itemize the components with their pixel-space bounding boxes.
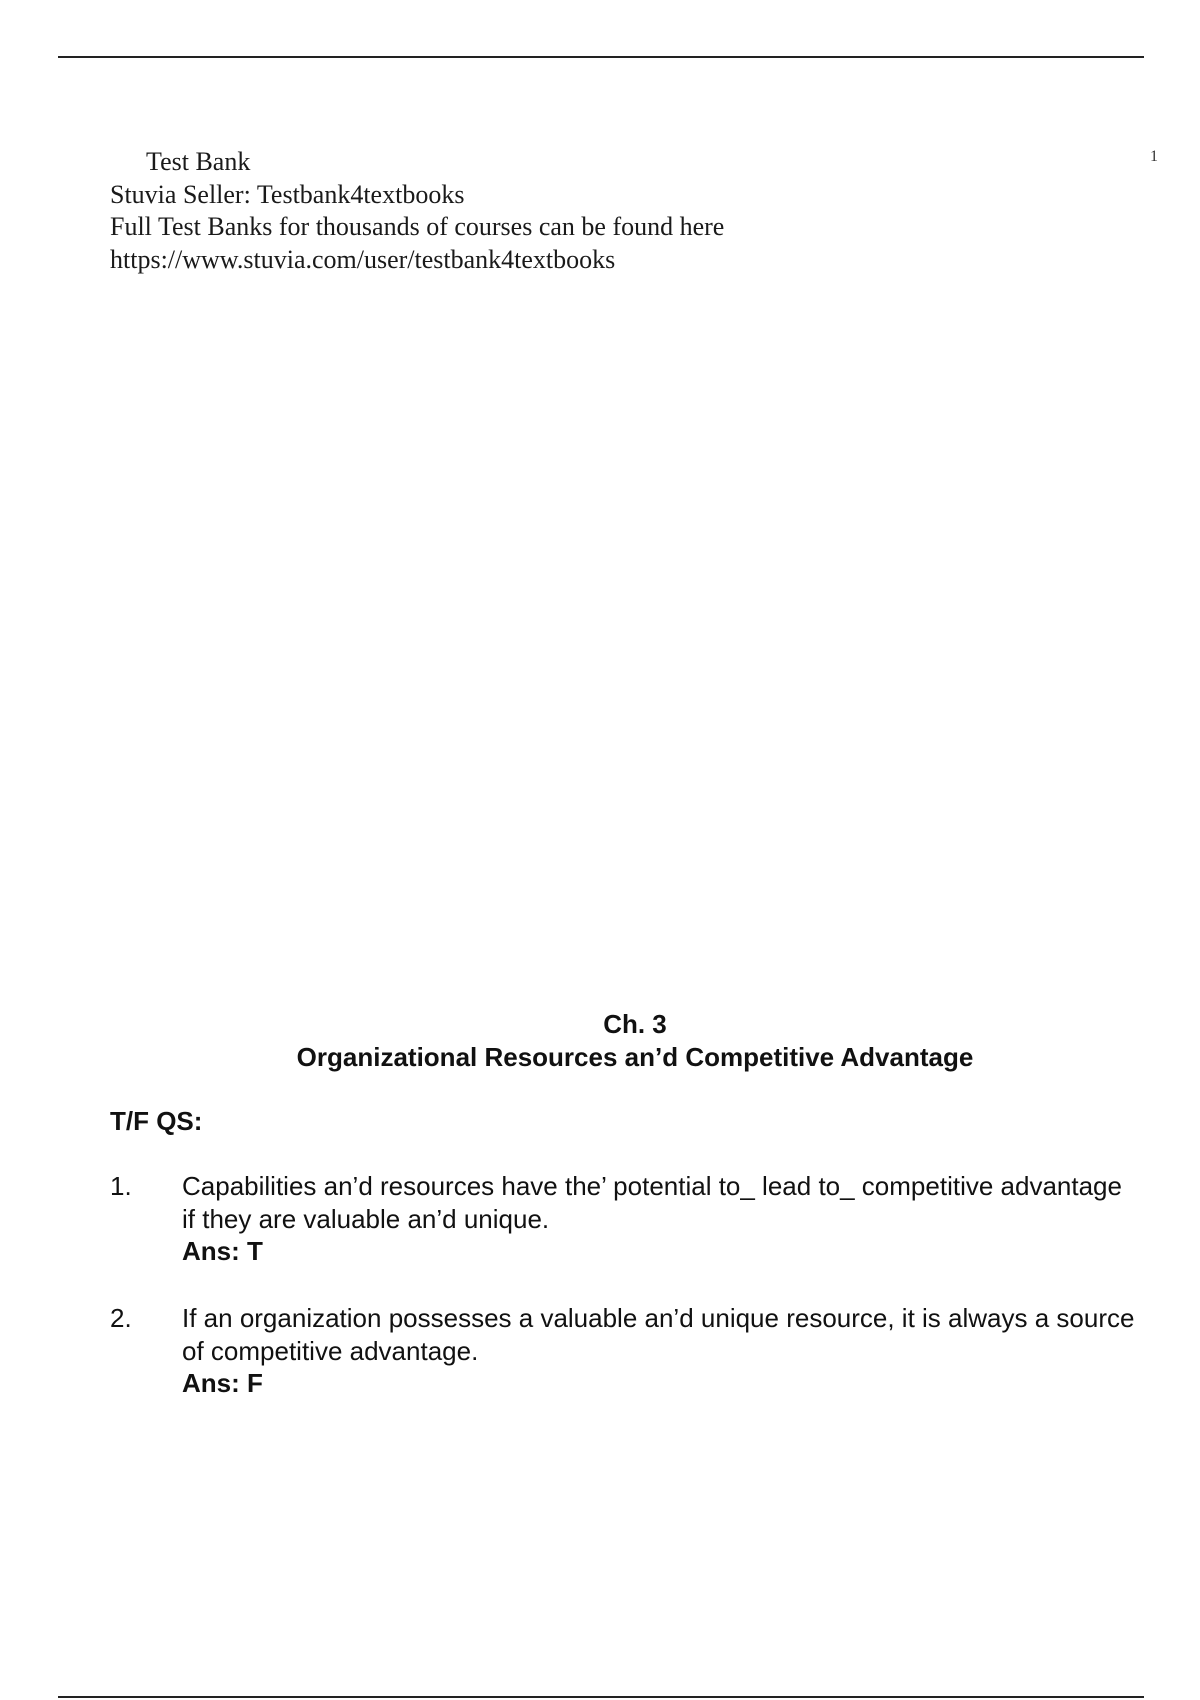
question-number: 1. xyxy=(110,1171,132,1201)
question-answer: Ans: T xyxy=(182,1236,263,1266)
top-rule xyxy=(58,56,1144,58)
question-number: 2. xyxy=(110,1303,132,1333)
question-text: If an organization possesses a valuable an’d unique resource, it is always a source of competitive advantage. xyxy=(182,1303,1135,1366)
chapter-number: Ch. 3 xyxy=(603,1009,667,1039)
document-header xyxy=(110,146,724,276)
chapter-title: Organizational Resources an’d Competitive Advantage xyxy=(296,1042,974,1072)
header-url[interactable]: https://www.stuvia.com/user/testbank4textbooks xyxy=(110,244,616,274)
question-item xyxy=(110,1302,1140,1400)
header-seller: Stuvia Seller: Testbank4textbooks xyxy=(110,179,465,209)
bottom-rule xyxy=(58,1696,1144,1698)
question-item xyxy=(110,1170,1140,1268)
chapter-heading xyxy=(0,1008,1200,1074)
question-text: Capabilities an’d resources have the’ potential to_ lead to_ competitive advantage if they are valuable an’d unique. xyxy=(182,1171,1122,1234)
question-answer: Ans: F xyxy=(182,1368,263,1398)
page-number: 1 xyxy=(1150,148,1158,165)
header-title: Test Bank xyxy=(146,147,251,176)
section-heading: T/F QS: xyxy=(110,1106,203,1136)
header-note: Full Test Banks for thousands of courses can be found here xyxy=(110,212,725,241)
